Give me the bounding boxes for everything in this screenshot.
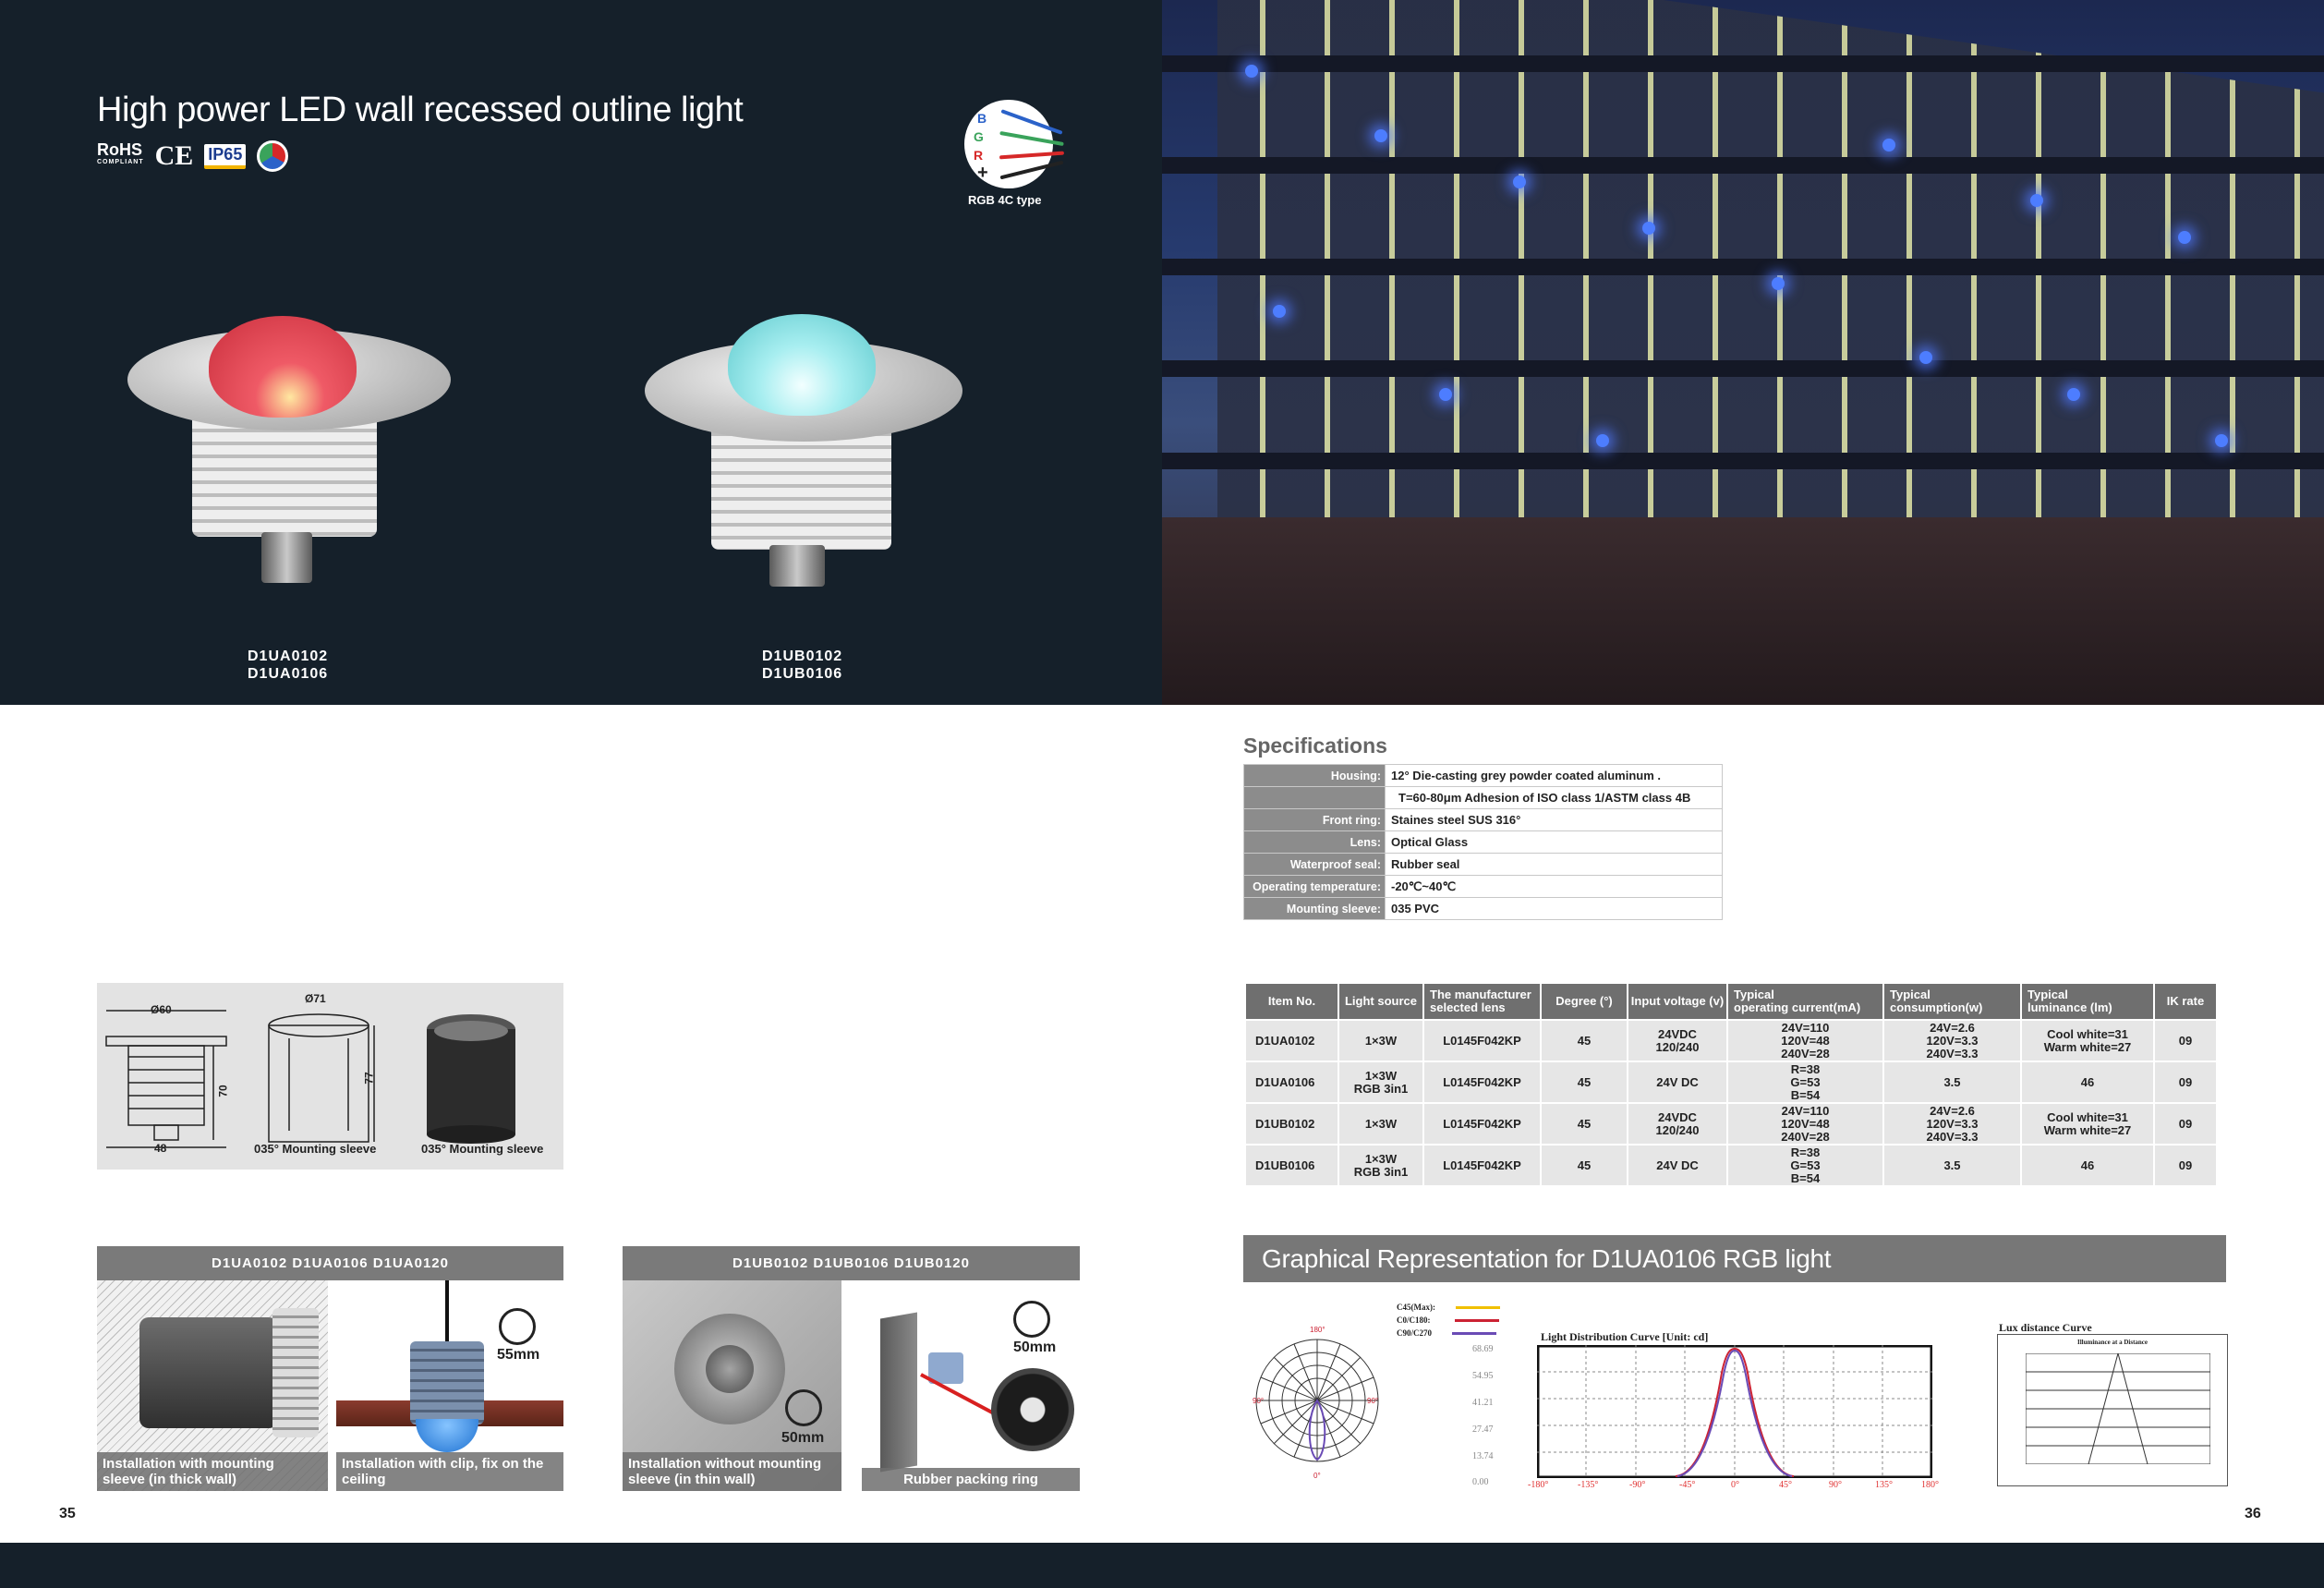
x-tick: 90° (1829, 1480, 1842, 1490)
blue-light-icon (1642, 222, 1655, 235)
cell: 24V DC (1628, 1146, 1726, 1185)
x-tick: 180° (1921, 1480, 1939, 1490)
ip65-icon: IP65 (204, 144, 246, 169)
cable (445, 1280, 449, 1345)
legend-swatch (1452, 1332, 1496, 1335)
col-luminance: Typical luminance (lm) (2022, 984, 2153, 1019)
blue-light-icon (2067, 388, 2080, 401)
hole-size-label: 55mm (497, 1347, 540, 1363)
col-consumption: Typical consumption(w) (1884, 984, 2020, 1019)
col-ik-rate: IK rate (2155, 984, 2216, 1019)
spec-key: Waterproof seal: (1244, 854, 1386, 876)
spec-value: Rubber seal (1386, 854, 1723, 876)
spec-value: 12° Die-casting grey powder coated aluminum . (1386, 765, 1723, 787)
cell: R=38 G=53 B=54 (1728, 1062, 1882, 1102)
install-header-d1ub: D1UB0102 D1UB0106 D1UB0120 (623, 1246, 1080, 1280)
x-tick: -45° (1679, 1480, 1696, 1490)
spec-key: Housing: (1244, 765, 1386, 787)
specifications-table (1243, 764, 1723, 920)
mounting-caption: 035° Mounting sleeve (254, 1142, 377, 1156)
cell: L0145F042KP (1424, 1104, 1540, 1144)
lux-grid (2026, 1353, 2210, 1464)
floor-line (1162, 259, 2324, 275)
cell: 1×3W (1339, 1104, 1422, 1144)
hole-saw-icon (499, 1308, 536, 1345)
building-base (1162, 517, 2324, 705)
spec-value: Staines steel SUS 316° (1386, 809, 1723, 831)
y-tick: 0.00 (1472, 1477, 1489, 1487)
cell: L0145F042KP (1424, 1062, 1540, 1102)
cell: 09 (2155, 1062, 2216, 1102)
cell: 45 (1542, 1021, 1627, 1061)
specifications-title: Specifications (1243, 733, 1387, 758)
blue-light-icon (2030, 194, 2043, 207)
legend-item (1397, 1303, 1500, 1312)
spec-key: Lens: (1244, 831, 1386, 854)
x-tick: -90° (1629, 1480, 1646, 1490)
install-caption: Rubber packing ring (862, 1468, 1080, 1491)
floor-line (1162, 453, 2324, 469)
cell: 1×3W RGB 3in1 (1339, 1062, 1422, 1102)
cell: Cool white=31 Warm white=27 (2022, 1104, 2153, 1144)
wire-label-plus: + (977, 163, 988, 183)
installed-fixture (139, 1317, 278, 1428)
table-row (1246, 1062, 2216, 1102)
blue-light-icon (1439, 388, 1452, 401)
floor-line (1162, 360, 2324, 377)
spec-value: -20℃~40℃ (1386, 876, 1723, 898)
spec-row (1244, 809, 1723, 831)
legend-swatch (1455, 1319, 1499, 1322)
blue-light-icon (1596, 434, 1609, 447)
table-row (1246, 1104, 2216, 1144)
blue-light-icon (2215, 434, 2228, 447)
wire-label-r: R (974, 148, 984, 163)
install-panel-thin-wall (623, 1280, 841, 1491)
items-table (1244, 982, 2218, 1187)
model-number: D1UB0106 (762, 666, 843, 682)
legend-label: C45(Max): (1397, 1303, 1435, 1312)
blue-light-icon (1919, 351, 1932, 364)
cell: D1UA0102 (1246, 1021, 1338, 1061)
floor-line (1162, 55, 2324, 72)
lux-title: Lux distance Curve (1999, 1321, 2092, 1334)
cell: 24V=110 120V=48 240V=28 (1728, 1104, 1882, 1144)
page-number-left: 35 (59, 1506, 76, 1521)
polar-label: 180° (1310, 1326, 1325, 1334)
install-panel-thick-wall (97, 1280, 328, 1491)
legend-item (1397, 1315, 1499, 1325)
cell: 09 (2155, 1146, 2216, 1185)
polar-label: 0° (1313, 1472, 1321, 1480)
hole-saw-icon (785, 1389, 822, 1426)
blue-light-icon (1245, 65, 1258, 78)
spec-value: 035 PVC (1386, 898, 1723, 920)
cell: 45 (1542, 1146, 1627, 1185)
cell: Cool white=31 Warm white=27 (2022, 1021, 2153, 1061)
model-number: D1UB0102 (762, 649, 843, 664)
spec-key: Mounting sleeve: (1244, 898, 1386, 920)
cell: 1×3W RGB 3in1 (1339, 1146, 1422, 1185)
lux-header: Illuminance at a Distance (2076, 1339, 2148, 1346)
polar-label: 90° (1253, 1397, 1265, 1405)
page-number-right: 36 (2245, 1506, 2261, 1521)
floor-line (1162, 157, 2324, 174)
legend-label: C90/C270 (1397, 1328, 1432, 1338)
y-tick: 68.69 (1472, 1344, 1494, 1354)
building-photo (1162, 0, 2324, 705)
col-lens: The manufacturer selected lens (1424, 984, 1540, 1019)
spec-key (1244, 787, 1386, 809)
cell: 24VDC 120/240 (1628, 1021, 1726, 1061)
wire-label-b: B (977, 111, 987, 126)
y-tick: 41.21 (1472, 1398, 1494, 1408)
blue-light-icon (1374, 129, 1387, 142)
spec-row (1244, 765, 1723, 787)
cell: D1UB0106 (1246, 1146, 1338, 1185)
rohs-icon: RoHS COMPLIANT (97, 140, 144, 165)
dim-diameter-60: Ø60 (151, 1003, 172, 1016)
y-tick: 13.74 (1472, 1451, 1494, 1461)
install-caption: Installation with clip, fix on the ceiling (336, 1452, 563, 1491)
cell: 45 (1542, 1062, 1627, 1102)
x-tick: 45° (1779, 1480, 1792, 1490)
model-number: D1UA0106 (248, 666, 329, 682)
blue-light-icon (1882, 139, 1895, 152)
cell: 46 (2022, 1146, 2153, 1185)
cell: D1UA0106 (1246, 1062, 1338, 1102)
cable-gland (261, 532, 312, 583)
install-caption: Installation without mounting sleeve (in thin wall) (623, 1452, 841, 1491)
model-number: D1UA0102 (248, 649, 329, 664)
cell: 46 (2022, 1062, 2153, 1102)
thin-wall-panel (880, 1312, 917, 1472)
blue-light-icon (1273, 305, 1286, 318)
cyan-lens (728, 314, 876, 416)
cell: 24V=110 120V=48 240V=28 (1728, 1021, 1882, 1061)
fixture-lens (706, 1345, 754, 1393)
spec-key: Operating temperature: (1244, 876, 1386, 898)
blue-light-icon (1513, 176, 1526, 188)
hole-size-label: 50mm (1013, 1339, 1057, 1355)
spec-key: Front ring: (1244, 809, 1386, 831)
install-header-d1ua: D1UA0102 D1UA0106 D1UA0120 (97, 1246, 563, 1280)
model-label-d1ub (762, 648, 842, 683)
cell: 09 (2155, 1104, 2216, 1144)
hole-saw-icon (1013, 1301, 1050, 1338)
wire-label-g: G (974, 129, 984, 144)
table-row (1246, 1146, 2216, 1185)
spec-value: Optical Glass (1386, 831, 1723, 854)
product-image-d1ua (127, 310, 451, 615)
ldc-title: Light Distribution Curve [Unit: cd] (1541, 1330, 1709, 1343)
red-lens (209, 316, 357, 418)
rgb-icon (257, 140, 288, 172)
x-tick: -180° (1528, 1480, 1549, 1490)
legend-swatch (1456, 1306, 1500, 1309)
rubber-ring (991, 1368, 1074, 1451)
page-title: High power LED wall recessed outline light (97, 91, 744, 129)
cell: 24V=2.6 120V=3.3 240V=3.3 (1884, 1104, 2020, 1144)
mounting-caption: 035° Mounting sleeve (421, 1142, 544, 1156)
dim-diameter-48: 48 (154, 1142, 167, 1155)
table-row (1246, 1021, 2216, 1061)
install-panel-ceiling (336, 1280, 563, 1491)
hole-size-label: 50mm (781, 1430, 825, 1446)
cell: 45 (1542, 1104, 1627, 1144)
graph-section-title: Graphical Representation for D1UA0106 RGB light (1243, 1235, 2226, 1282)
dim-diameter-71: Ø71 (305, 992, 326, 1005)
y-tick: 54.95 (1472, 1371, 1494, 1381)
wiring-diagram-icon (964, 100, 1053, 188)
blue-light-icon (1772, 277, 1785, 290)
dim-height-70: 70 (216, 1085, 230, 1097)
spec-value: T=60-80μm Adhesion of ISO class 1/ASTM class 4B (1386, 787, 1723, 809)
legend-label: C0/C180: (1397, 1315, 1431, 1325)
cell: 24VDC 120/240 (1628, 1104, 1726, 1144)
spec-row (1244, 876, 1723, 898)
cell: 3.5 (1884, 1062, 2020, 1102)
col-current: Typical operating current(mA) (1728, 984, 1882, 1019)
wiring-caption: RGB 4C type (968, 193, 1042, 207)
cell: L0145F042KP (1424, 1021, 1540, 1061)
install-caption: Installation with mounting sleeve (in thick wall) (97, 1452, 328, 1491)
cable-gland (769, 545, 825, 587)
y-tick: 27.47 (1472, 1424, 1494, 1435)
polar-diagram (1253, 1315, 1382, 1491)
footer-bar (0, 1543, 2324, 1588)
cell: 09 (2155, 1021, 2216, 1061)
polar-label: 90° (1367, 1397, 1379, 1405)
cell: 1×3W (1339, 1021, 1422, 1061)
cell: L0145F042KP (1424, 1146, 1540, 1185)
spec-row (1244, 787, 1723, 809)
x-tick: 135° (1875, 1480, 1893, 1490)
clip-fixture (410, 1341, 484, 1424)
certification-row (97, 140, 288, 172)
legend-item (1397, 1328, 1496, 1338)
cell: 24V DC (1628, 1062, 1726, 1102)
light-distribution-curve (1537, 1345, 1932, 1478)
cell: R=38 G=53 B=54 (1728, 1146, 1882, 1185)
blue-lens (416, 1419, 478, 1452)
fixture-fins (272, 1308, 319, 1437)
col-item-no: Item No. (1246, 984, 1338, 1019)
spec-row (1244, 831, 1723, 854)
col-input-voltage: Input voltage (v) (1628, 984, 1726, 1019)
install-panel-packing-ring (862, 1280, 1080, 1491)
lux-distance-curve (1997, 1334, 2228, 1486)
spec-row (1244, 854, 1723, 876)
ce-icon: CE (154, 140, 194, 171)
x-tick: 0° (1731, 1480, 1739, 1490)
spec-row (1244, 898, 1723, 920)
cell: 24V=2.6 120V=3.3 240V=3.3 (1884, 1021, 2020, 1061)
x-tick: -135° (1578, 1480, 1599, 1490)
cell: D1UB0102 (1246, 1104, 1338, 1144)
product-image-d1ub (645, 314, 962, 619)
model-label-d1ua (248, 648, 328, 683)
items-header-row (1246, 984, 2216, 1019)
col-light-source: Light source (1339, 984, 1422, 1019)
dim-height-77: 77 (362, 1072, 376, 1085)
cell: 3.5 (1884, 1146, 2020, 1185)
col-degree: Degree (°) (1542, 984, 1627, 1019)
blue-light-icon (2178, 231, 2191, 244)
